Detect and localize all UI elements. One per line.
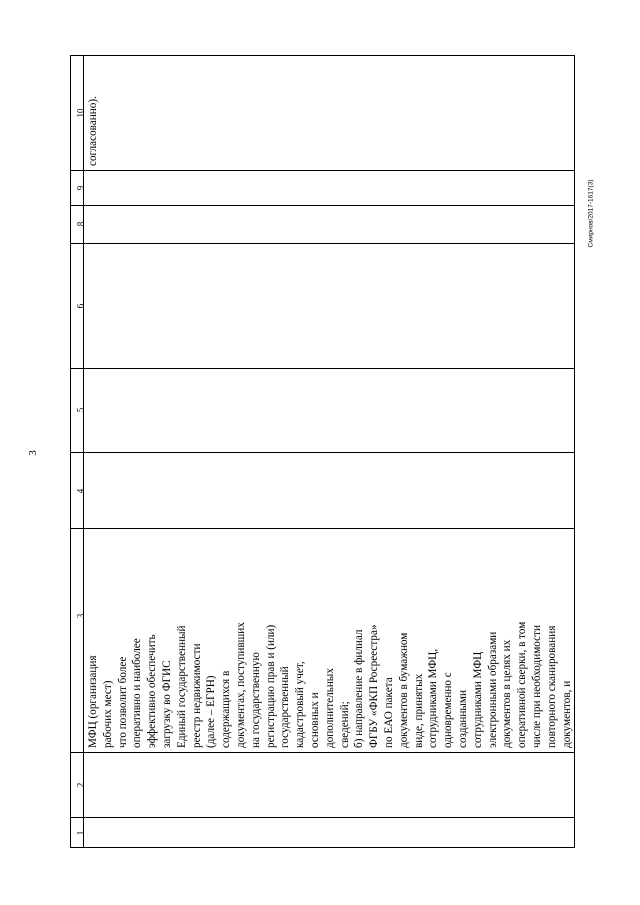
document-code xyxy=(584,168,598,258)
text-line: кадастровый учет, xyxy=(294,661,307,748)
text-line: основных и xyxy=(308,692,321,748)
column-boundary xyxy=(70,205,575,206)
rotated-table xyxy=(70,55,575,848)
header-col-9: 9 xyxy=(75,185,85,191)
header-col-6: 6 xyxy=(75,303,85,309)
text-line: государственный xyxy=(279,666,292,748)
column-boundary xyxy=(70,170,575,171)
col3-cell xyxy=(84,528,573,752)
text-line: дополнительных xyxy=(323,668,336,748)
text-line: оперативной сверки, в том xyxy=(516,621,529,748)
header-col-3: 3 xyxy=(75,613,85,619)
text-line: документов в бумажном xyxy=(397,632,410,748)
text-line: оперативно и наиболее xyxy=(131,638,144,748)
text-line: рабочих мест) xyxy=(101,680,114,748)
text-line: повторного сканирования xyxy=(545,625,558,748)
text-line: на государственную xyxy=(249,652,262,748)
table-border-top xyxy=(70,55,575,56)
text-line: загрузку во ФГИС xyxy=(160,660,173,748)
text-line: ФГБУ «ФКП Росреестра» xyxy=(368,624,381,748)
page-number: 3 xyxy=(27,450,39,456)
text-line: электронными образами xyxy=(486,631,499,748)
column-boundary xyxy=(70,452,575,453)
text-line: документов, и xyxy=(560,680,573,748)
table-border-bottom xyxy=(70,847,575,848)
document-code-text: Смирнов/2017-1617(3) xyxy=(587,179,595,247)
text-line: согласованно). xyxy=(87,96,99,166)
text-line: документах, поступивших xyxy=(234,622,247,748)
text-line: (далее – ЕГРН) xyxy=(205,675,218,748)
text-line: сотрудниками МФЦ xyxy=(471,651,484,748)
text-line: что позволит более xyxy=(116,656,129,748)
header-col-4: 4 xyxy=(75,488,85,494)
header-col-8: 8 xyxy=(75,221,85,227)
text-line: по ЕАО пакета xyxy=(382,677,395,748)
column-boundary xyxy=(70,243,575,244)
text-line: документов в целях их xyxy=(501,639,514,748)
header-col-5: 5 xyxy=(75,407,85,413)
text-line: б) направление в филиал xyxy=(353,629,366,748)
text-line: содержащихся в xyxy=(220,670,233,748)
text-line: МФЦ (организация xyxy=(87,655,99,748)
col10-cell xyxy=(84,80,527,170)
header-col-2: 2 xyxy=(75,782,85,788)
column-boundary xyxy=(70,752,575,753)
text-line: сотрудниками МФЦ, xyxy=(427,648,440,748)
col3-text xyxy=(84,528,573,752)
text-line: одновременно с xyxy=(442,672,455,748)
text-line: Единый государственный xyxy=(175,625,188,748)
column-boundary xyxy=(70,817,575,818)
text-line: виде, принятых xyxy=(412,673,425,748)
text-line: числе при необходимости xyxy=(530,624,543,748)
header-col-10: 10 xyxy=(75,108,85,118)
col10-text xyxy=(84,80,527,170)
text-line: созданными xyxy=(456,690,469,748)
text-line: сведений; xyxy=(338,701,351,748)
text-line: эффективно обеспечить xyxy=(146,634,159,748)
text-line: регистрацию прав и (или) xyxy=(264,624,277,748)
header-col-1: 1 xyxy=(75,830,85,836)
text-line: реестр недвижимости xyxy=(190,643,203,748)
column-boundary xyxy=(70,368,575,369)
